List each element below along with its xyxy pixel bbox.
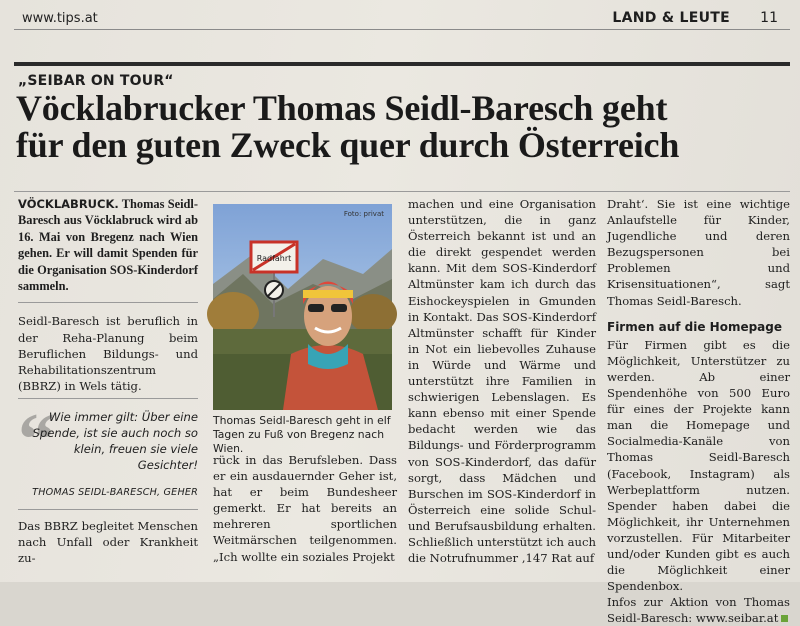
col1-paragraph: Seidl-Baresch ist beruflich in der Reha-Planung beim Beruflichen Bildungs- und Rehabilitationszentrum (BBRZ) in Wels tätig.	[18, 314, 198, 393]
page-number: 11	[760, 10, 778, 26]
col2-text: rück in das Berufsleben. Dass er ein ausdauernder Geher ist, hat er beim Bundesheer gemerkt. Er hat bereits an mehreren sportlichen Weitmärschen teilgenommen. „Ich wollte ein soziales Projekt	[213, 453, 397, 564]
photo-illustration	[213, 204, 392, 410]
photo-credit: Foto: privat	[343, 210, 384, 218]
col3-text: machen und eine Organisation unterstützen, die in ganz Österreich bekannt ist und an die direkt gespendet werden kann. Mit dem SOS-Kinderdorf Altmünster kam ich durch das Eishockeyspielen in Gmunden in Kontakt. Das SOS-Kinderdorf Altmünster schafft für Kinder in Not ein liebevolles Zuhause in Würde und Wärme und unterstützt ihre Familien in schwierigen Lebenslagen. Es kann ebenso mit einer Spende bedacht werden wie das Bildungs- und Förderprogramm von SOS-Kinderdorf, das dafür sorgt, dass Mädchen und Burschen im SOS-Kinderdorf in Österreich eine solide Schul- und Berufsausbildung erhalten. Schließlich unterstützt ich auch die Notrufnummer ‚147 Rat auf	[408, 197, 596, 566]
headline-divider	[14, 191, 790, 192]
kicker: „SEIBAR ON TOUR“	[18, 73, 174, 89]
site-url: www.tips.at	[22, 11, 98, 26]
column-1	[18, 196, 198, 566]
subheading: Firmen auf die Homepage	[607, 319, 782, 334]
headline	[16, 90, 786, 164]
end-mark-icon	[781, 615, 788, 622]
column-3	[408, 196, 596, 566]
column-4	[607, 196, 790, 626]
quote-rule-bottom	[18, 509, 198, 510]
col4-text: Draht‘. Sie ist eine wichtige Anlaufstelle für Kinder, Jugendliche und deren Bezugspersonen bei Problemen und Krisensituationen“, sagt Thomas Seidl-Baresch.	[607, 197, 790, 308]
section-title: LAND & LEUTE	[612, 10, 730, 26]
headline-line-1: Vöcklabrucker Thomas Seidl-Baresch geht	[16, 88, 668, 128]
quote-mark-icon: “	[18, 398, 55, 481]
col1-tail: Das BBRZ begleitet Menschen nach Unfall oder Krankheit zu-	[18, 518, 198, 566]
pull-quote	[18, 398, 198, 505]
headline-line-2: für den guten Zweck quer durch Österreich	[16, 125, 680, 165]
quote-author: THOMAS SEIDL-BARESCH, GEHER	[32, 486, 198, 498]
lead-text: Thomas Seidl-Baresch aus Vöcklabruck wird ab 16. Mai von Bregenz nach Wien gehen. Er will damit Spenden für die Organisation SOS-Kinderdorf sammeln.	[18, 197, 198, 294]
lead-rule	[18, 302, 198, 303]
lead-paragraph	[18, 196, 198, 294]
page-header	[14, 8, 790, 30]
column-2	[213, 452, 397, 565]
sign-text: Radfahrt	[256, 254, 292, 263]
photo-caption: Thomas Seidl-Baresch geht in elf Tagen zu Fuß von Bregenz nach Wien.	[213, 414, 391, 456]
quote-text: Wie immer gilt: Über eine Spende, ist sie auch noch so klein, freuen sie viele Gesichter!	[32, 409, 198, 472]
info-text: Infos zur Aktion von Thomas Seidl-Baresch: www.seibar.at	[607, 595, 790, 626]
dateline: VÖCKLABRUCK.	[18, 197, 119, 211]
col4-text-3	[607, 594, 790, 626]
article-photo	[213, 204, 392, 410]
header-rule	[14, 62, 790, 66]
col4-text-2: Für Firmen gibt es die Möglichkeit, Unterstützer zu werden. Ab einer Spendenhöhe von 500 Euro für eines der Projekte kann man die Homepage und Socialmedia-Kanäle von Thomas Seidl-Baresch (Facebook, Instagram) als Werbeplattform nutzen. Spender haben dabei die Möglichkeit, ihr Unternehmen vorzustellen. Für Mitarbeiter und/oder Kunden gibt es auch die Möglichkeit einer Spendenbox.	[607, 337, 790, 594]
